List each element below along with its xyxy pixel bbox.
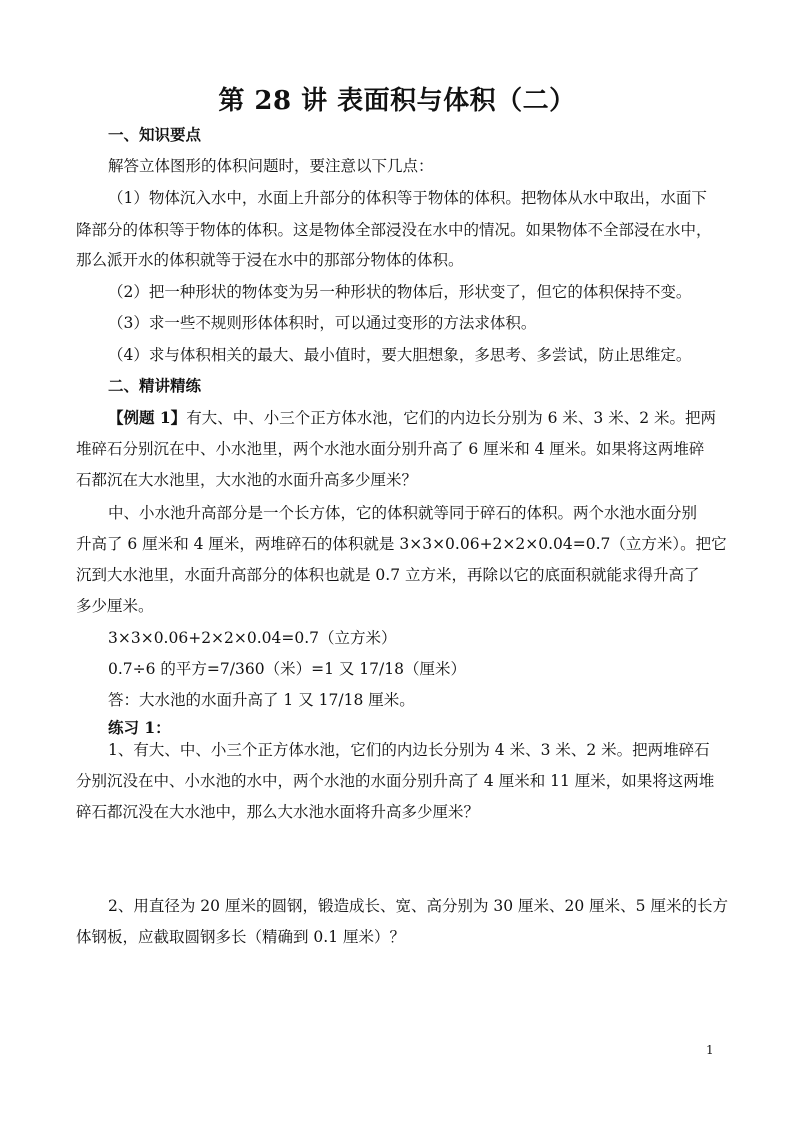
point1-line3: 那么派开水的体积就等于浸在水中的那部分物体的体积。 <box>76 251 464 269</box>
example1-analysis-line1: 中、小水池升高部分是一个长方体，它的体积就等同于碎石的体积。两个水池水面分别 <box>108 504 698 522</box>
point4-text: （4）求与体积相关的最大、最小值时，要大胆想象，多思考、多尝试，防止思维定。 <box>108 346 692 364</box>
example1-problem-line1: 有大、中、小三个正方体水池，它们的内边长分别为 6 米、3 米、2 米。把两 <box>186 409 716 427</box>
exercise-q1-line3: 碎石都沉没在大水池中，那么大水池水面将升高多少厘米？ <box>76 803 480 821</box>
example1-calc2: 0.7÷6 的平方=7/360（米）=1 又 17/18（厘米） <box>108 660 466 678</box>
example1-answer: 答：大水池的水面升高了 1 又 17/18 厘米。 <box>108 691 415 709</box>
page-number: 1 <box>706 1043 714 1057</box>
exercise-heading: 练习 1： <box>108 718 171 737</box>
section-heading-knowledge: 一、知识要点 <box>108 125 202 144</box>
intro-text: 解答立体图形的体积问题时，要注意以下几点： <box>108 157 434 175</box>
point2-text: （2）把一种形状的物体变为另一种形状的物体后，形状变了，但它的体积保持不变。 <box>108 283 692 301</box>
example1-calc1: 3×3×0.06+2×2×0.04=0.7（立方米） <box>108 629 397 647</box>
example1-analysis-line2: 升高了 6 厘米和 4 厘米，两堆碎石的体积就是 3×3×0.06+2×2×0.04=0.7（立方米）。把它 <box>76 535 727 553</box>
section-heading-practice: 二、精讲精练 <box>108 376 202 395</box>
exercise-q2-line1: 2、用直径为 20 厘米的圆钢，锻造成长、宽、高分别为 30 厘米、20 厘米、5 厘米的长方 <box>108 897 728 915</box>
example1-analysis-line3: 沉到大水池里，水面升高部分的体积也就是 0.7 立方米，再除以它的底面积就能求得升高了 <box>76 566 700 584</box>
example1-analysis-line4: 多少厘米。 <box>76 597 154 615</box>
exercise-q2-line2: 体钢板，应截取圆钢多长（精确到 0.1 厘米）？ <box>76 928 406 946</box>
point1-line1: （1）物体沉入水中，水面上升部分的体积等于物体的体积。把物体从水中取出，水面下 <box>108 189 707 207</box>
page-title: 第 28 讲 表面积与体积（二） <box>218 86 576 116</box>
example1-label: 【例题 1】 <box>108 408 187 427</box>
example1-line1 <box>108 408 716 428</box>
point1-line2: 降部分的体积等于物体的体积。这是物体全部浸没在水中的情况。如果物体不全部浸在水中， <box>76 221 712 239</box>
exercise-q1-line1: 1、有大、中、小三个正方体水池，它们的内边长分别为 4 米、3 米、2 米。把两堆碎石 <box>108 741 710 759</box>
exercise-q1-line2: 分别沉没在中、小水池的水中，两个水池的水面分别升高了 4 厘米和 11 厘米，如果将这两堆 <box>76 772 715 790</box>
example1-problem-line3: 石都沉在大水池里，大水池的水面升高多少厘米？ <box>76 471 418 489</box>
example1-problem-line2: 堆碎石分别沉在中、小水池里，两个水池水面分别升高了 6 厘米和 4 厘米。如果将这两堆碎 <box>76 440 705 458</box>
point3-text: （3）求一些不规则形体体积时，可以通过变形的方法求体积。 <box>108 314 537 332</box>
